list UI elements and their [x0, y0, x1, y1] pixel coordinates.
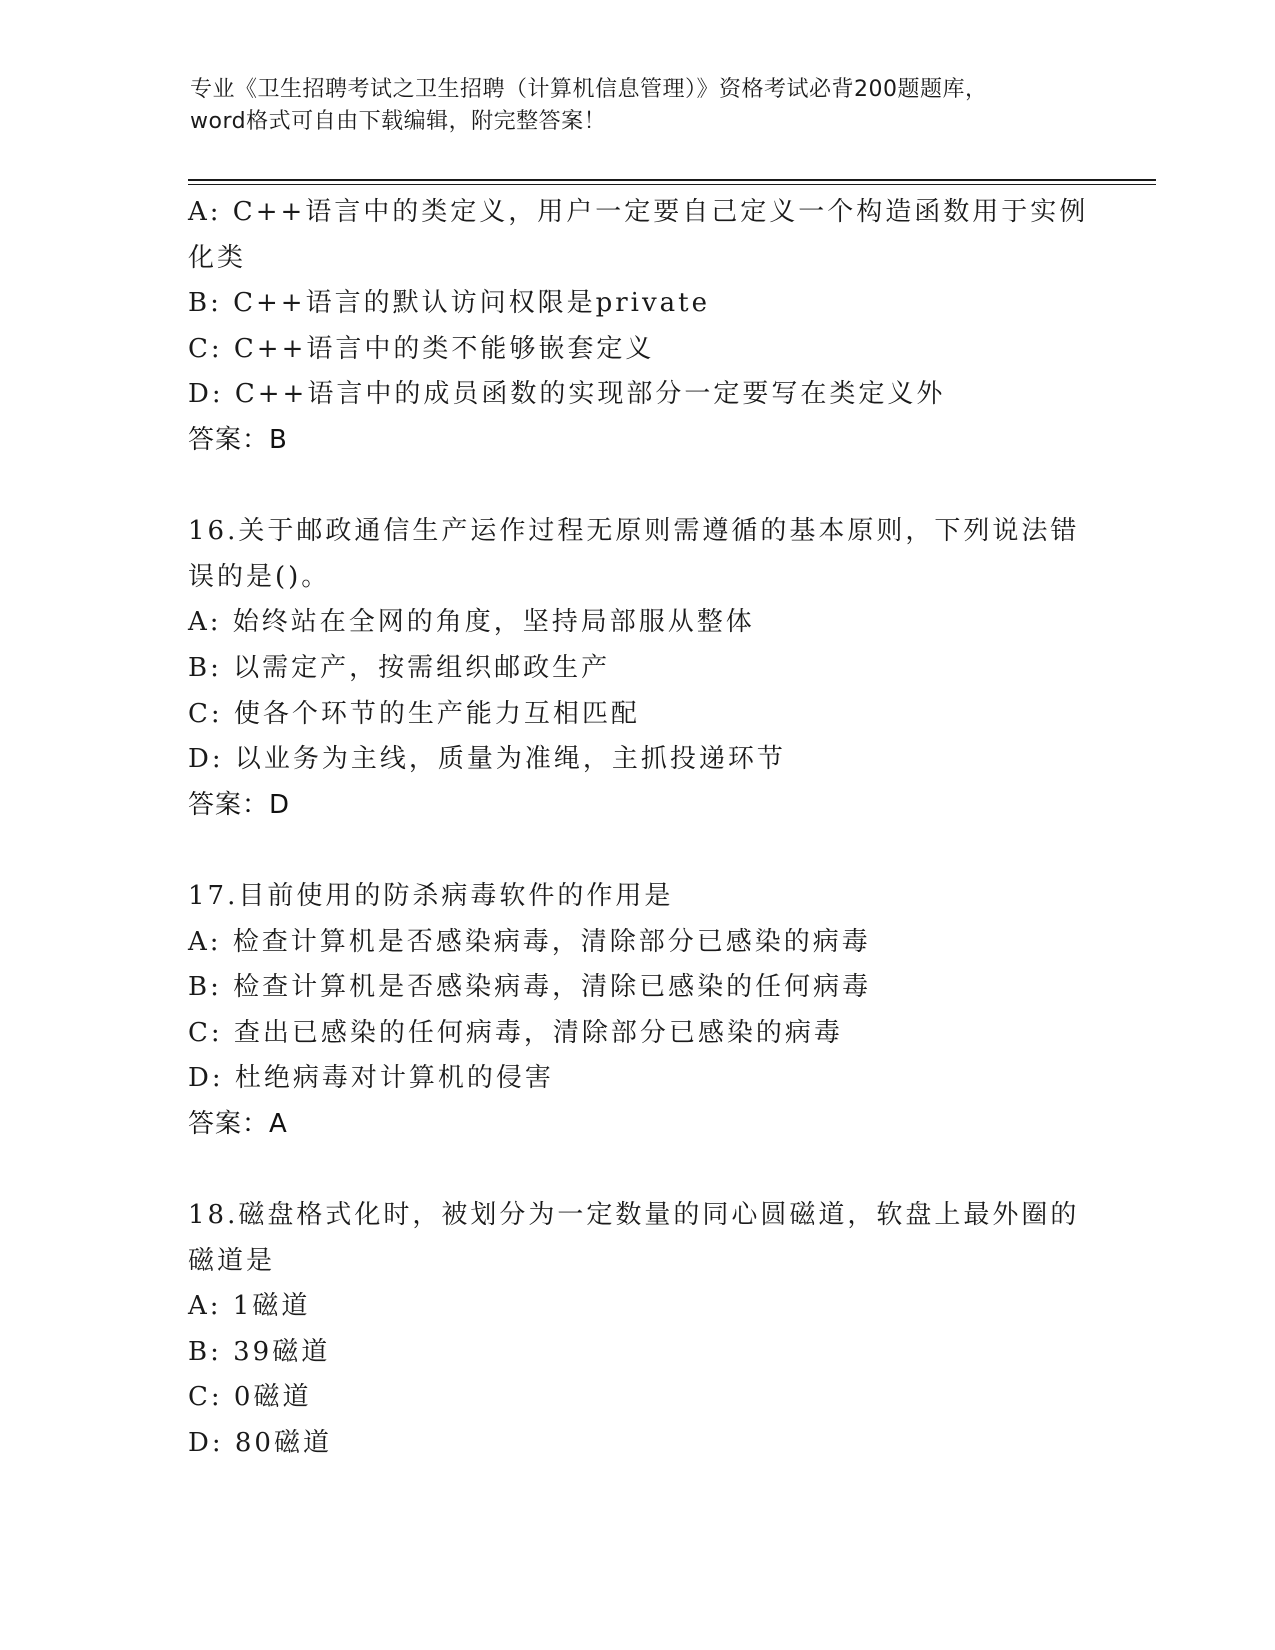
question-block-17: [188, 874, 1088, 1148]
question-stem-line-1: 18.磁盘格式化时，被划分为一定数量的同心圆磁道，软盘上最外圈的: [188, 1200, 1080, 1231]
question-stem-line-2: 磁道是: [188, 1245, 276, 1276]
question-spacer: [188, 1147, 1088, 1193]
question-list: [188, 190, 1088, 1467]
question-stem-line-1: 17.目前使用的防杀病毒软件的作用是: [188, 880, 674, 911]
question-block-continued: [188, 190, 1088, 464]
option-a-line-2: 化类: [188, 242, 247, 273]
option-d: D: 80磁道: [188, 1428, 332, 1459]
answer-line: 答案：D: [188, 789, 291, 820]
answer-line: 答案：B: [188, 424, 288, 455]
option-a: A: 检查计算机是否感染病毒，清除部分已感染的病毒: [188, 926, 871, 957]
question-block-18: [188, 1193, 1088, 1467]
question-stem-line-2: 误的是()。: [188, 561, 331, 592]
option-a: A: 始终站在全网的角度，坚持局部服从整体: [188, 607, 755, 638]
document-header: [190, 74, 1090, 138]
question-spacer: [188, 828, 1088, 874]
option-b: B: C++语言的默认访问权限是private: [188, 288, 711, 319]
option-d: D: 以业务为主线，质量为准绳，主抓投递环节: [188, 744, 786, 775]
option-b: B: 39磁道: [188, 1336, 331, 1367]
header-divider-thick: [188, 179, 1156, 181]
option-d: D: C++语言中的成员函数的实现部分一定要写在类定义外: [188, 379, 946, 410]
header-title-line-2: word格式可自由下载编辑，附完整答案！: [190, 109, 607, 134]
option-b: B: 以需定产，按需组织邮政生产: [188, 652, 611, 683]
header-title-line-1: 专业《卫生招聘考试之卫生招聘（计算机信息管理）》资格考试必背200题题库，: [190, 77, 988, 102]
question-spacer: [188, 464, 1088, 510]
question-stem-line-1: 16.关于邮政通信生产运作过程无原则需遵循的基本原则，下列说法错: [188, 516, 1080, 547]
answer-line: 答案：A: [188, 1108, 288, 1139]
option-c: C: 使各个环节的生产能力互相匹配: [188, 698, 640, 729]
option-b: B: 检查计算机是否感染病毒，清除已感染的任何病毒: [188, 972, 872, 1003]
header-divider-thin: [188, 184, 1156, 185]
option-c: C: 0磁道: [188, 1382, 312, 1413]
option-c: C: 查出已感染的任何病毒，清除部分已感染的病毒: [188, 1017, 843, 1048]
option-c: C: C++语言中的类不能够嵌套定义: [188, 333, 655, 364]
question-block-16: [188, 509, 1088, 828]
option-d: D: 杜绝病毒对计算机的侵害: [188, 1063, 554, 1094]
option-a: A: 1磁道: [188, 1291, 311, 1322]
option-a-line-1: A: C++语言中的类定义，用户一定要自己定义一个构造函数用于实例: [188, 197, 1089, 227]
